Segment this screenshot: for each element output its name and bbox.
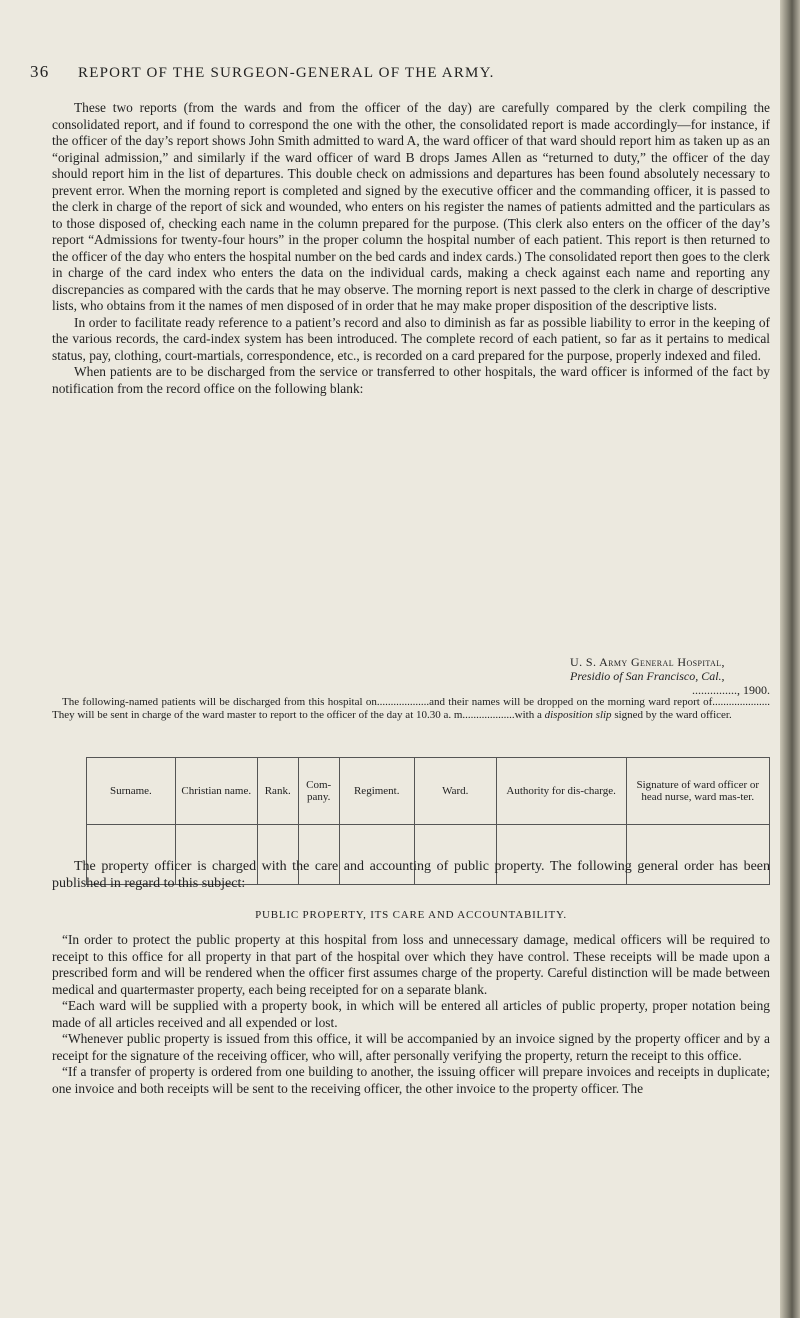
table-header-row (87, 758, 770, 825)
form-text-italic: disposition slip (544, 709, 612, 721)
running-title: REPORT OF THE SURGEON-GENERAL OF THE ARMY. (78, 65, 495, 81)
column-header: Authority for dis-charge. (496, 758, 626, 825)
paragraph: “Whenever public property is issued from this office, it will be accompanied by an invoice signed by the property officer and by a receipt for the signature of the receiving officer, who will, after personally verifying the property, return the receipt to this office. (52, 1031, 770, 1063)
page-number: 36 (30, 62, 50, 81)
form-text-part2: signed by the ward officer. (611, 709, 732, 721)
paragraph: “In order to protect the public property at this hospital from loss and unnecessary damage, medical officers will be required to receipt to this office for all property in that part of the hospital over which they have control. These receipts will be made upon a prescribed form and will be rendered when the officer first assumes charge of the property. Careful distinction will be made between medical and quartermaster property, each being receipted for on a separate blank. (52, 932, 770, 997)
form-date: ..............., 1900. (692, 683, 770, 697)
discharge-blank-text (52, 696, 770, 722)
column-header: Rank. (257, 758, 298, 825)
column-header: Regiment. (339, 758, 414, 825)
column-header: Ward. (414, 758, 496, 825)
section-subheading: PUBLIC PROPERTY, ITS CARE AND ACCOUNTABILITY. (255, 909, 567, 921)
paragraph: “If a transfer of property is ordered from one building to another, the issuing officer will prepare invoices and receipts in duplicate; one invoice and both receipts will be sent to the receiving officer, the other invoice to the property officer. The (52, 1064, 770, 1096)
paragraph: The property officer is charged with the care and accounting of public property. The following general order has been published in regard to this subject: (52, 859, 770, 891)
general-order (52, 932, 770, 1097)
paragraph: “Each ward will be supplied with a property book, in which will be entered all articles of public property, proper notation being made of all articles received and all expended or lost. (52, 998, 770, 1030)
column-header: Surname. (87, 758, 176, 825)
page-header (30, 62, 770, 82)
column-header: Signature of ward officer or head nurse, ward mas-ter. (626, 758, 769, 825)
form-instructions (52, 696, 770, 722)
form-address (300, 655, 770, 697)
paragraph: In order to facilitate ready reference to a patient’s record and also to diminish as far as possible liability to error in the keeping of the various records, the card-index system has been introduced. The complete record of each patient, so far as it pertains to medical status, pay, clothing, court-martials, correspondence, etc., is recorded on a card prepared for the purpose, properly indexed and filed. (52, 314, 770, 363)
column-header: Christian name. (175, 758, 257, 825)
column-header: Com-pany. (298, 758, 339, 825)
hospital-name: U. S. Army General Hospital, (570, 655, 725, 669)
page-binding-edge (780, 0, 800, 1318)
paragraph: When patients are to be discharged from the service or transferred to other hospitals, the ward officer is informed of the fact by notification from the record office on the following blank: (52, 364, 770, 396)
form-text-part1: The following-named patients will be discharged from this hospital on...................and their names will be dropped on the morning ward report of..................... They will be sent in charge of the ward master to report to the officer of the day at 10.30 a. m...................with a (52, 696, 770, 721)
intro-section (52, 100, 770, 397)
hospital-location: Presidio of San Francisco, Cal., (570, 669, 725, 683)
paragraph: These two reports (from the wards and from the officer of the day) are carefully compared by the clerk compiling the consolidated report, and if found to correspond the one with the other, the consolidated report is made accordingly—for instance, if the officer of the day’s report shows John Smith admitted to ward A, the ward officer of that ward should report him as taken up as an “original admission,” and similarly if the ward officer of ward B drops James Allen as “returned to duty,” the officer of the day should report him in the list of departures. This double check on admissions and departures has been found absolutely necessary to prevent error. When the morning report is completed and signed by the executive officer and the commanding officer, it is passed to the clerk in charge of the report of sick and wounded, who enters on his register the names of patients admitted and the particulars as to those disposed of, checking each name in the column prepared for the purpose. (This clerk also enters on the officer of the day’s report “Admissions for twenty-four hours” in the proper column the hospital number of each patient. This report is then returned to the officer of the day who enters the hospital number on the bed cards and index cards.) The consolidated report then goes to the clerk in charge of the card index who enters the data on the individual cards, making a check against each name and reporting any discrepancies as compared with the cards that he may observe. The morning report is next passed to the clerk in charge of descriptive lists, who obtains from it the names of men disposed of in order that he may make proper disposition of the descriptive lists. (52, 100, 770, 313)
property-section (52, 858, 770, 892)
